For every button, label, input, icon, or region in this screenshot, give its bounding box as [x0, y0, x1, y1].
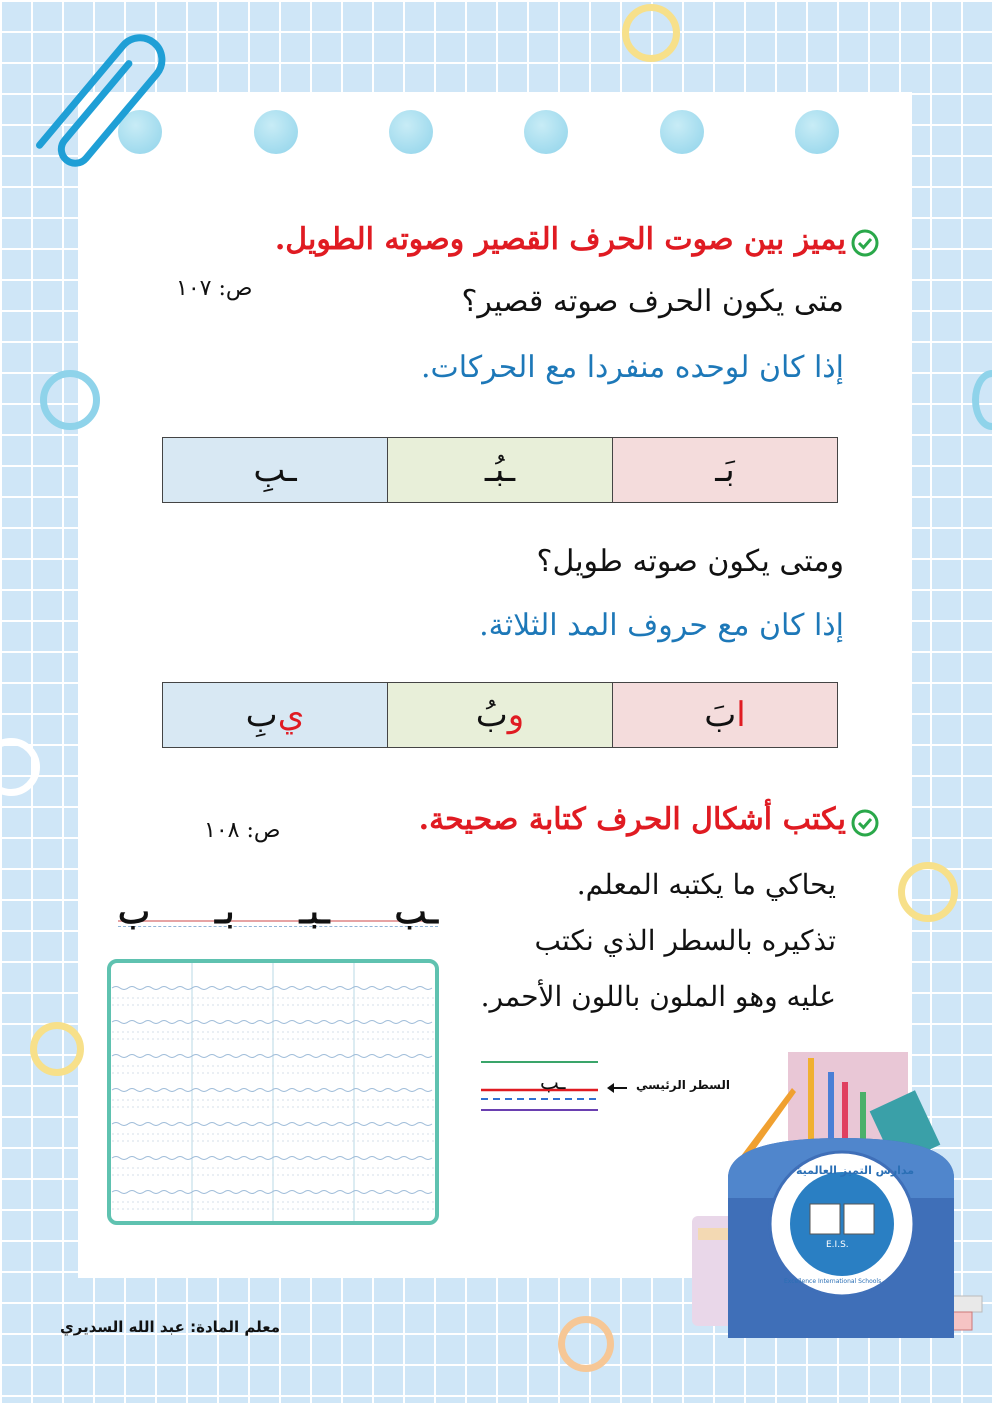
decor-ring	[0, 738, 40, 796]
decor-ring	[622, 4, 680, 62]
short-vowel-table	[162, 437, 838, 503]
logo-english-name: Excellence International Schools	[784, 1278, 882, 1285]
guide-label: السطر الرئيسي	[636, 1078, 731, 1092]
question-short-sound: متى يكون الحرف صوته قصير؟	[461, 284, 844, 319]
long-vowel-waw	[387, 683, 612, 747]
decor-dot	[660, 110, 704, 154]
check-circle-icon	[850, 808, 880, 838]
long-vowel-madd: ا	[736, 695, 746, 735]
decor-dot	[795, 110, 839, 154]
long-vowel-letter: بُ	[475, 695, 508, 735]
page-reference-108: ص: ١٠٨	[204, 818, 281, 843]
decor-ring	[898, 862, 958, 922]
long-vowel-alif	[612, 683, 837, 747]
decor-ring	[30, 1022, 84, 1076]
decor-dot	[254, 110, 298, 154]
long-vowel-letter: بَ	[704, 695, 737, 735]
decor-ring	[972, 370, 992, 430]
instruction-line-1: يحاكي ما يكتبه المعلم.	[576, 868, 836, 901]
decor-ring	[558, 1316, 614, 1372]
paperclip-icon	[18, 6, 194, 182]
answer-long-sound: إذا كان مع حروف المد الثلاثة.	[479, 608, 844, 643]
objective-heading-2: يكتب أشكال الحرف كتابة صحيحة.	[418, 802, 846, 837]
logo-arabic-name: مدارس التميز العالمية	[796, 1164, 915, 1177]
letter-form-isolated: ب	[118, 892, 151, 932]
decor-dot	[524, 110, 568, 154]
answer-short-sound: إذا كان لوحده منفردا مع الحركات.	[421, 350, 844, 385]
objective-heading-1: يميز بين صوت الحرف القصير وصوته الطويل.	[274, 222, 846, 257]
long-vowel-table	[162, 682, 838, 748]
question-long-sound: ومتى يكون صوته طويل؟	[536, 544, 844, 579]
decor-dot	[389, 110, 433, 154]
letter-form-medial: ـبـ	[299, 892, 330, 932]
short-vowel-fatha: بَـ	[612, 438, 837, 502]
letter-form-final: ـب	[394, 892, 438, 932]
page-reference-107: ص: ١٠٧	[176, 276, 253, 301]
letter-forms-row	[118, 892, 438, 936]
long-vowel-madd: و	[507, 695, 525, 735]
teacher-footer: معلم المادة: عبد الله السديري	[60, 1318, 280, 1336]
short-vowel-damma: ـبُـ	[387, 438, 612, 502]
guide-letter: ـب	[540, 1070, 566, 1094]
logo-abbreviation: E.I.S.	[826, 1240, 849, 1250]
check-circle-icon	[850, 228, 880, 258]
instruction-line-2: تذكيره بالسطر الذي نكتب	[534, 924, 836, 957]
long-vowel-ya	[163, 683, 387, 747]
decor-ring	[40, 370, 100, 430]
letter-form-initial: بـ	[215, 892, 235, 932]
school-bag-illustration	[692, 1048, 988, 1348]
short-vowel-kasra: ـبِ	[163, 438, 387, 502]
long-vowel-madd: ي	[277, 695, 305, 735]
handwriting-practice-grid	[106, 958, 440, 1226]
long-vowel-letter: بِ	[245, 695, 278, 735]
arrow-left-icon	[606, 1082, 628, 1094]
instruction-line-3: عليه وهو الملون باللون الأحمر.	[480, 980, 836, 1013]
